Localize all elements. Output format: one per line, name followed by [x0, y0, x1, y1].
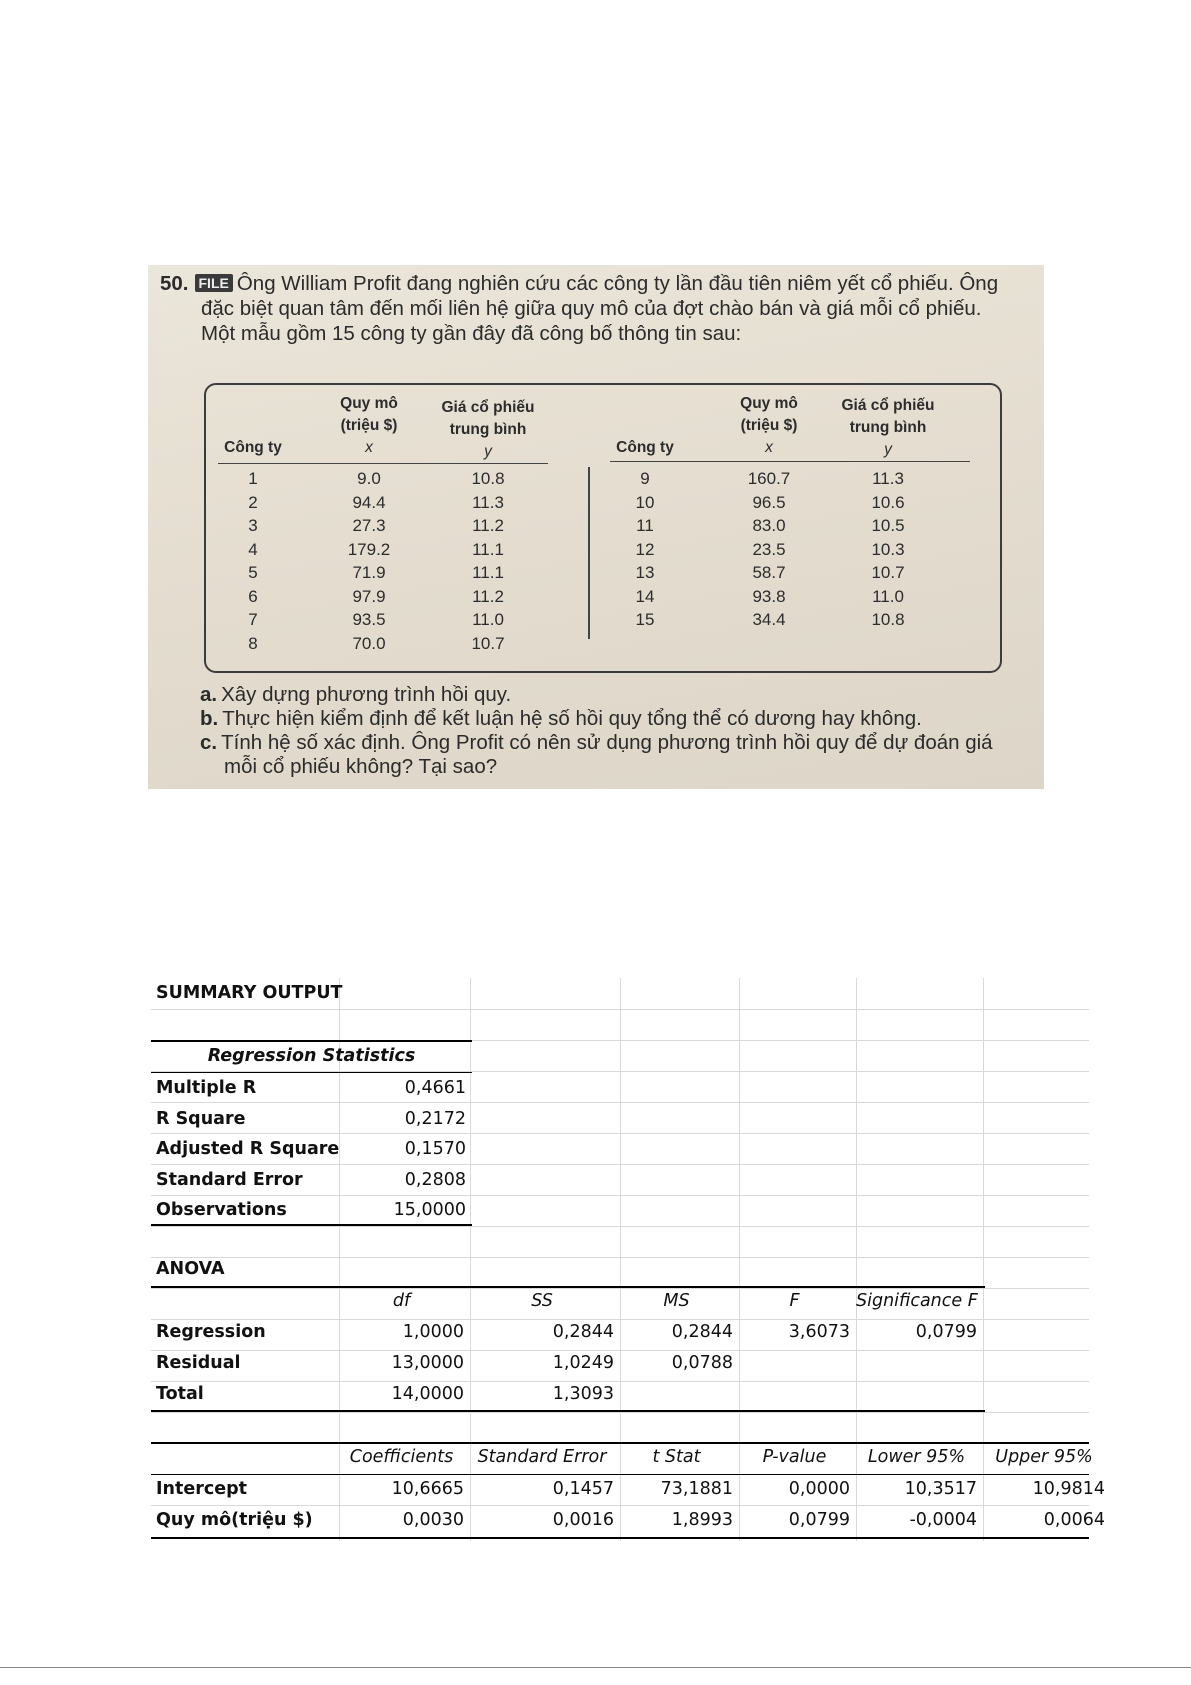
- data-cell-x: 93.5: [352, 610, 386, 629]
- data-cell-x: 23.5: [752, 539, 786, 559]
- problem-line: Một mẫu gồm 15 công ty gần đây đã công bố thông tin sau:: [201, 322, 742, 345]
- anova-cell: [856, 1348, 977, 1379]
- data-cell-x: 83.0: [752, 516, 786, 535]
- coef-header: Upper 95%: [995, 1447, 1093, 1467]
- header-company: Công ty: [224, 439, 282, 456]
- coef-cell: -0,0004: [909, 1510, 977, 1530]
- data-cell-x: 96.5: [752, 492, 786, 512]
- data-cell-y: 11.0: [472, 610, 504, 629]
- coef-header: P-value: [762, 1447, 827, 1467]
- grid-line: [151, 1412, 1089, 1413]
- data-cell-x: 94.4: [352, 492, 386, 512]
- coef-cell: 10,6665: [391, 1479, 464, 1499]
- anova-cell: [739, 1348, 850, 1379]
- coef-row-label: Intercept: [156, 1479, 247, 1499]
- stat-label: Standard Error: [156, 1169, 303, 1190]
- summary-title: SUMMARY OUTPUT: [156, 983, 343, 1003]
- question-text: Xây dựng phương trình hồi quy.: [221, 683, 512, 706]
- header-rule: [610, 461, 970, 462]
- data-cell-co: 8: [248, 633, 258, 653]
- header-size-line: (triệu $): [340, 417, 398, 434]
- data-cell-x: 179.2: [347, 539, 391, 559]
- grid-line: [151, 1226, 1089, 1227]
- problem-line: Ông William Profit đang nghiên cứu các công ty lần đầu tiên niêm yết cổ phiếu. Ông: [236, 272, 999, 295]
- header-price: [828, 395, 948, 461]
- coef-cell: 0,0016: [552, 1510, 614, 1530]
- header-price: [428, 397, 548, 463]
- data-cell-co: 4: [248, 539, 258, 559]
- data-cell-y: 11.3: [472, 492, 504, 512]
- grid-line: [151, 1102, 1089, 1103]
- anova-cell: [620, 1379, 733, 1410]
- anova-cell: 0,0788: [671, 1353, 733, 1373]
- data-cell-x: 70.0: [352, 633, 386, 653]
- question-text: mỗi cổ phiếu không? Tại sao?: [224, 755, 498, 778]
- coef-header: Standard Error: [477, 1447, 607, 1467]
- anova-cell: [856, 1379, 977, 1410]
- data-table: [204, 383, 1002, 673]
- coef-header: t Stat: [652, 1447, 701, 1467]
- question-label: b.: [200, 707, 219, 730]
- header-price-line: trung bình: [449, 421, 527, 438]
- stat-label: Multiple R: [156, 1078, 257, 1098]
- header-size-line: (triệu $): [740, 417, 798, 434]
- header-size: [324, 393, 414, 459]
- data-cell-co: 14: [635, 586, 655, 606]
- header-size-line: Quy mô: [740, 395, 798, 412]
- anova-cell: 3,6073: [788, 1322, 850, 1342]
- stat-label: Observations: [156, 1200, 287, 1220]
- coef-row-label: Quy mô(triệu $): [156, 1510, 313, 1530]
- header-y: y: [484, 443, 492, 460]
- question-label: c.: [200, 731, 218, 754]
- header-price-line: Giá cổ phiếu: [841, 397, 935, 414]
- data-cell-y: 11.1: [472, 539, 504, 559]
- data-cell-y: 11.2: [472, 516, 504, 535]
- data-cell-co: 9: [640, 469, 650, 488]
- textbook-photo: [148, 265, 1044, 789]
- anova-header: Significance F: [856, 1291, 978, 1311]
- header-price-line: Giá cổ phiếu: [441, 399, 535, 416]
- column-divider: [588, 467, 590, 639]
- data-cell-x: 71.9: [352, 563, 386, 582]
- data-cell-y: 10.8: [871, 610, 905, 629]
- regression-statistics-title: Regression Statistics: [207, 1046, 416, 1066]
- anova-header: df: [392, 1291, 411, 1311]
- anova-cell: [739, 1379, 850, 1410]
- anova-header: MS: [663, 1291, 690, 1311]
- header-rule: [218, 463, 548, 464]
- data-cell-y: 11.1: [472, 563, 504, 582]
- coef-cell: 10,3517: [904, 1479, 977, 1499]
- data-cell-x: 58.7: [752, 563, 786, 582]
- data-cell-co: 6: [248, 586, 258, 606]
- data-cell-y: 10.3: [871, 539, 905, 559]
- data-cell-x: 9.0: [357, 469, 381, 488]
- data-cell-x: 97.9: [352, 586, 386, 606]
- stat-value: 0,2808: [404, 1169, 466, 1190]
- anova-row-label: Total: [156, 1384, 204, 1404]
- anova-cell: 1,0000: [402, 1322, 464, 1342]
- summary-output-sheet: [151, 978, 1105, 1541]
- data-cell-x: 93.8: [752, 586, 786, 606]
- problem-number: 50.: [160, 272, 189, 295]
- stat-value: 0,4661: [404, 1078, 466, 1098]
- anova-cell: 0,2844: [552, 1322, 614, 1342]
- header-x: x: [765, 439, 773, 456]
- anova-cell: 13,0000: [391, 1353, 464, 1373]
- data-cell-y: 10.8: [471, 469, 505, 488]
- anova-cell: 14,0000: [391, 1384, 464, 1404]
- data-cell-y: 11.3: [872, 469, 904, 488]
- file-tag: FILE: [195, 274, 233, 292]
- coef-cell: 0,0799: [788, 1510, 850, 1530]
- stat-label: R Square: [156, 1108, 246, 1129]
- data-cell-y: 10.7: [871, 563, 905, 582]
- anova-row-label: Residual: [156, 1353, 241, 1373]
- data-cell-co: 10: [635, 492, 655, 512]
- data-cell-co: 7: [248, 610, 258, 629]
- data-cell-co: 13: [635, 563, 655, 582]
- problem-line: đặc biệt quan tâm đến mối liên hệ giữa quy mô của đợt chào bán và giá mỗi cổ phiếu.: [201, 297, 982, 320]
- data-cell-y: 11.2: [472, 586, 504, 606]
- data-cell-y: 10.7: [471, 633, 505, 653]
- anova-cell: 0,0799: [915, 1322, 977, 1342]
- grid-line: [151, 1257, 1089, 1258]
- data-cell-co: 5: [248, 563, 258, 582]
- coef-header: Coefficients: [349, 1447, 454, 1467]
- data-cell-co: 2: [248, 492, 258, 512]
- coef-cell: 0,0030: [402, 1510, 464, 1530]
- data-cell-y: 10.5: [871, 516, 905, 535]
- header-price-line: trung bình: [849, 419, 927, 436]
- data-cell-co: 15: [635, 610, 655, 629]
- header-y: y: [884, 441, 892, 458]
- anova-header: SS: [531, 1291, 553, 1311]
- data-cell-y: 11.0: [872, 586, 904, 606]
- anova-header: F: [789, 1291, 800, 1311]
- coef-header: Lower 95%: [867, 1447, 966, 1467]
- stat-label: Adjusted R Square: [156, 1139, 340, 1159]
- header-size: [724, 393, 814, 459]
- stat-value: 15,0000: [393, 1200, 466, 1220]
- anova-cell: 1,3093: [552, 1384, 614, 1404]
- coef-cell: 0,0000: [788, 1479, 850, 1499]
- data-cell-co: 11: [636, 516, 654, 535]
- anova-title: ANOVA: [156, 1259, 225, 1279]
- question-text: Tính hệ số xác định. Ông Profit có nên sử dụng phương trình hồi quy để dự đoán giá: [221, 731, 993, 754]
- data-cell-co: 12: [635, 539, 655, 559]
- question-label: a.: [200, 683, 218, 706]
- coef-cell: 73,1881: [660, 1479, 733, 1499]
- data-cell-x: 27.3: [352, 516, 386, 535]
- data-cell-x: 34.4: [752, 610, 786, 629]
- problem-statement: [160, 271, 1040, 346]
- grid-line: [151, 1009, 1089, 1010]
- question-text: Thực hiện kiểm định để kết luận hệ số hồi quy tổng thể có dương hay không.: [222, 707, 922, 730]
- coef-cell: 10,9814: [1032, 1479, 1105, 1499]
- header-size-line: Quy mô: [340, 395, 398, 412]
- table-border: [151, 1537, 1089, 1539]
- header-x: x: [365, 439, 373, 456]
- coef-cell: 1,8993: [671, 1510, 733, 1530]
- stat-value: 0,2172: [404, 1108, 466, 1129]
- data-cell-y: 10.6: [871, 492, 905, 512]
- coef-cell: 0,0064: [1043, 1510, 1105, 1530]
- anova-row-label: Regression: [156, 1322, 266, 1342]
- table-border: [151, 1410, 985, 1412]
- anova-cell: 1,0249: [552, 1353, 614, 1373]
- questions: [200, 683, 993, 779]
- anova-cell: 0,2844: [671, 1322, 733, 1342]
- data-cell-co: 3: [248, 516, 258, 535]
- header-company: Công ty: [616, 439, 674, 456]
- page-footer-rule: [0, 1667, 1191, 1668]
- coef-cell: 0,1457: [552, 1479, 614, 1499]
- data-cell-x: 160.7: [747, 469, 791, 488]
- data-cell-co: 1: [248, 469, 258, 488]
- stat-value: 0,1570: [404, 1139, 466, 1159]
